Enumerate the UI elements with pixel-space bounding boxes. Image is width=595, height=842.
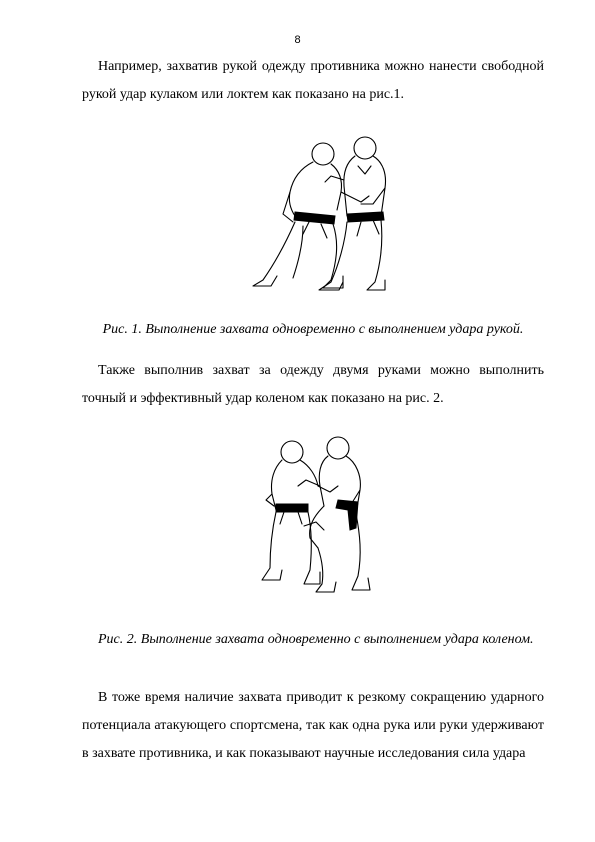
- figure-2: [258, 430, 378, 602]
- two-fighters-knee-strike-drawing-icon: [258, 430, 378, 602]
- page-number: 8: [294, 34, 301, 46]
- figure-2-caption: Рис. 2. Выполнение захвата одновременно с выполнением удара коленом.: [98, 632, 534, 647]
- paragraph-grab-knee: Также выполнив захват за одежду двумя руками можно выполнить точный и эффективный удар коленом как показано на рис. 2.: [82, 363, 544, 406]
- paragraph-grab-punch: Например, захватив рукой одежду противника можно нанести свободной рукой удар кулаком или локтем как показано на рис.1.: [82, 59, 544, 102]
- figure-1: [243, 130, 393, 300]
- figure-1-caption: Рис. 1. Выполнение захвата одновременно с выполнением удара рукой.: [102, 322, 524, 337]
- paragraph-grab-limitation: В тоже время наличие захвата приводит к резкому сокращению ударного потенциала атакующего спортсмена, так как одна рука или руки удерживают в захвате противника, и как показывают научные исследования сила удара: [82, 690, 544, 761]
- two-fighters-punch-drawing-icon: [243, 130, 393, 300]
